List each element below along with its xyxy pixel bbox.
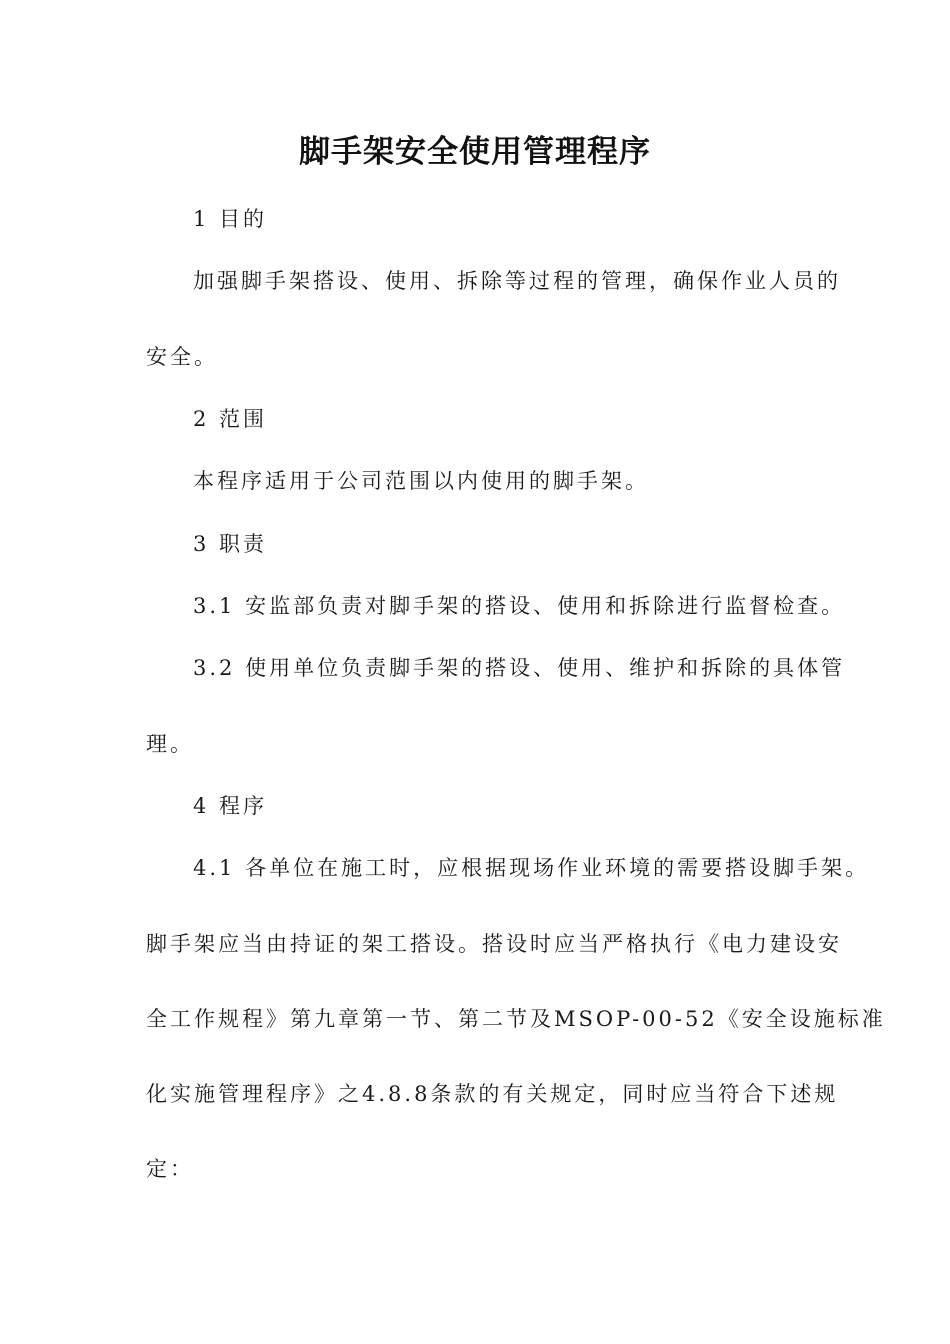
paragraph-line: 3.2 使用单位负责脚手架的搭设、使用、维护和拆除的具体管 [193,656,846,680]
paragraph-line: 安全。 [146,345,218,369]
paragraph-line: 化实施管理程序》之4.8.8条款的有关规定，同时应当符合下述规 [146,1082,839,1106]
paragraph-line: 加强脚手架搭设、使用、拆除等过程的管理，确保作业人员的 [193,269,841,293]
section-heading-purpose: 1 目的 [193,207,268,231]
paragraph-line: 3.1 安监部负责对脚手架的搭设、使用和拆除进行监督检查。 [193,594,846,618]
paragraph-line: 脚手架应当由持证的架工搭设。搭设时应当严格执行《电力建设安 [146,932,842,956]
document-title: 脚手架安全使用管理程序 [299,134,651,170]
paragraph-line: 定： [146,1157,194,1181]
section-heading-scope: 2 范围 [193,407,268,431]
paragraph-line: 全工作规程》第九章第一节、第二节及MSOP-00-52《安全设施标准 [146,1007,886,1031]
section-heading-procedure: 4 程序 [193,794,268,818]
section-heading-responsibilities: 3 职责 [193,532,268,556]
paragraph-line: 理。 [146,732,194,756]
paragraph-line: 本程序适用于公司范围以内使用的脚手架。 [193,469,649,493]
paragraph-line: 4.1 各单位在施工时，应根据现场作业环境的需要搭设脚手架。 [193,856,870,880]
